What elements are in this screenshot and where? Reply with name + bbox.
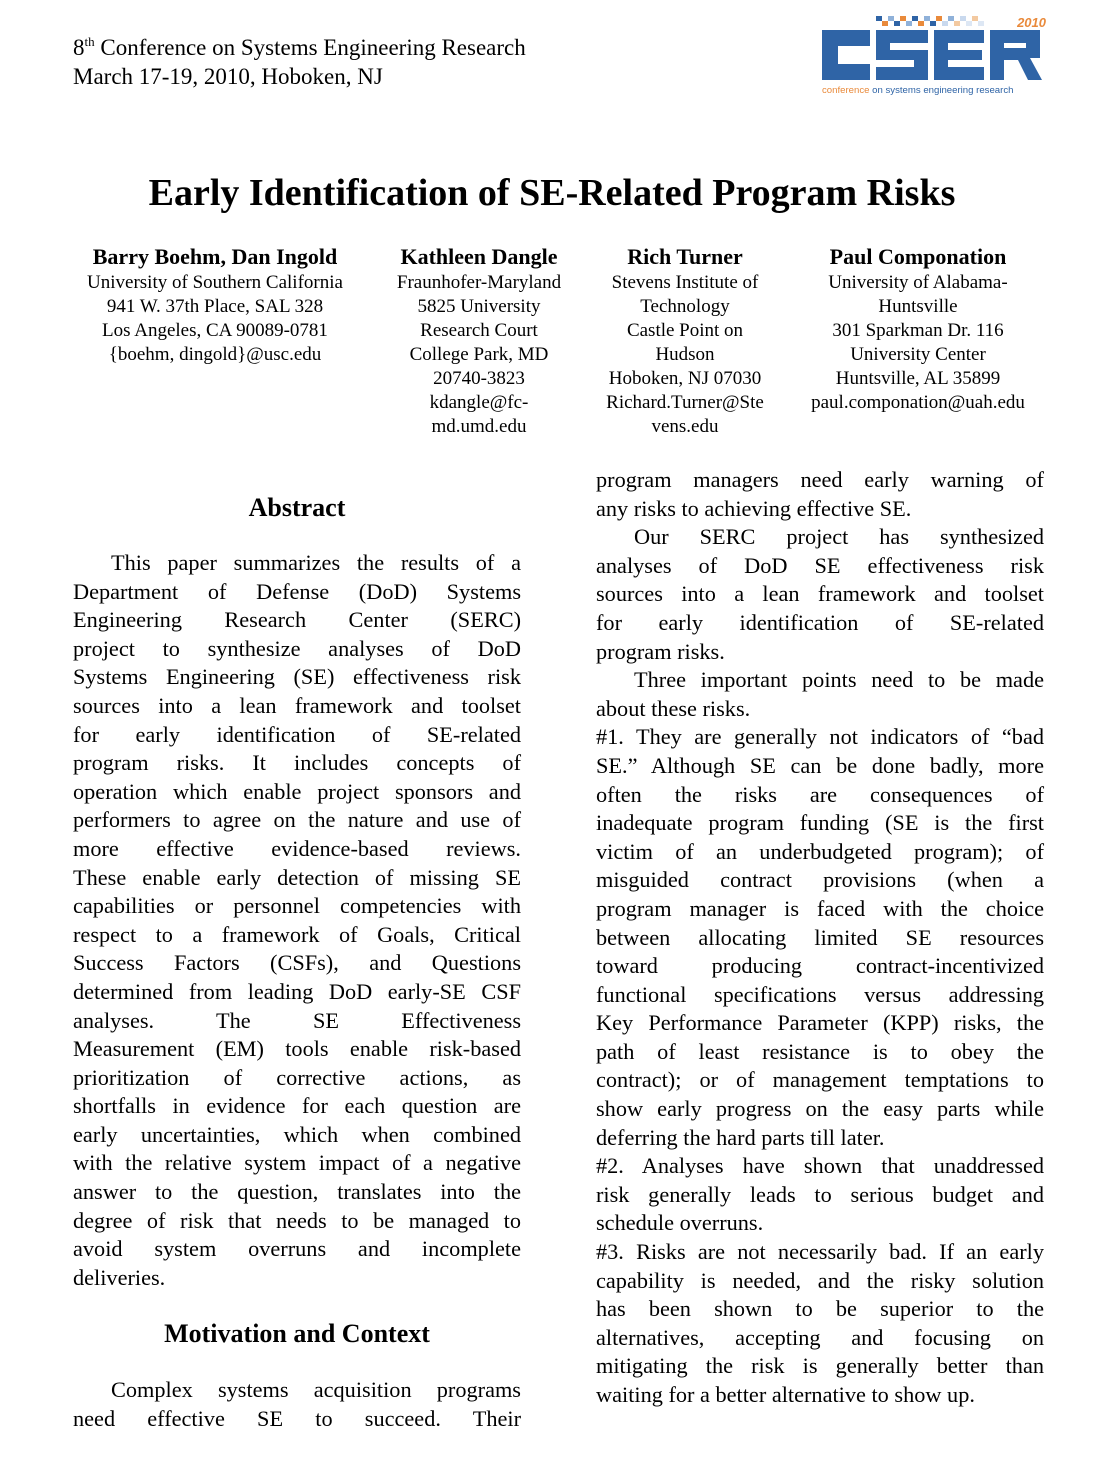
text-line: These enable early detection of missing SE xyxy=(73,864,521,890)
right-column-body xyxy=(596,466,1044,1410)
text-line: contract); or of management temptations to xyxy=(596,1067,1044,1093)
author-affiliation-line: Hudson xyxy=(655,344,715,365)
text-line: deferring the hard parts till later. xyxy=(596,1124,885,1150)
ordinal-suffix: th xyxy=(84,34,95,49)
abstract-heading: Abstract xyxy=(248,493,346,522)
text-line: Systems Engineering (SE) effectiveness risk xyxy=(73,664,521,690)
logo-year: 2010 xyxy=(1017,15,1046,30)
text-line: more effective evidence-based reviews. xyxy=(73,835,521,861)
text-line: capabilities or personnel competencies with xyxy=(73,893,521,919)
abstract-heading-wrap xyxy=(73,492,521,524)
author-affiliation-line: Huntsville xyxy=(878,296,958,317)
author-email: kdangle@fc- xyxy=(429,392,529,413)
text-line: Measurement (EM) tools enable risk-based xyxy=(73,1036,521,1062)
text-line: #2. Analyses have shown that unaddressed xyxy=(596,1153,1044,1179)
logo-mosaic xyxy=(876,16,984,26)
text-line: victim of an underbudgeted program); of xyxy=(596,838,1044,864)
author-email: {boehm, dingold}@usc.edu xyxy=(108,344,322,365)
text-line: Key Performance Parameter (KPP) risks, the xyxy=(596,1010,1044,1036)
text-line: inadequate program funding (SE is the first xyxy=(596,810,1044,836)
text-line: alternatives, accepting and focusing on xyxy=(596,1324,1044,1350)
logo-letter-s xyxy=(876,30,928,80)
text-line: Our SERC project has synthesized xyxy=(634,524,1044,550)
text-line: risk generally leads to serious budget and xyxy=(596,1181,1044,1207)
text-line: SE.” Although SE can be done badly, more xyxy=(596,752,1044,778)
author-affiliation-line: College Park, MD xyxy=(409,344,549,365)
text-line: prioritization of corrective actions, as xyxy=(73,1064,521,1090)
text-line: capability is needed, and the risky solution xyxy=(596,1267,1044,1293)
text-line: toward producing contract-incentivized xyxy=(596,953,1044,979)
author-affiliation-line: Huntsville, AL 35899 xyxy=(835,368,1001,389)
author-affiliation-line: University Center xyxy=(850,344,986,365)
text-line: path of least resistance is to obey the xyxy=(596,1038,1044,1064)
text-line: program manager is faced with the choice xyxy=(596,895,1044,921)
author-block xyxy=(794,243,1042,415)
author-affiliation-line: Technology xyxy=(640,296,730,317)
author-name: Rich Turner xyxy=(627,244,743,269)
text-line: performers to agree on the nature and use of xyxy=(73,807,521,833)
author-affiliation-line: University of Southern California xyxy=(87,272,343,293)
logo-letter-r xyxy=(990,30,1042,80)
author-affiliation-line: 5825 University xyxy=(417,296,541,317)
text-line: functional specifications versus addressing xyxy=(596,981,1044,1007)
text-line: program managers need early warning of xyxy=(596,467,1044,492)
text-line: waiting for a better alternative to show up. xyxy=(596,1382,975,1407)
motivation-heading: Motivation and Context xyxy=(164,1319,430,1348)
author-affiliation-line: 301 Sparkman Dr. 116 xyxy=(832,320,1004,341)
author-affiliation-line: Stevens Institute of xyxy=(611,272,759,293)
author-affiliation-line: Hoboken, NJ 07030 xyxy=(608,368,762,389)
author-affiliation-line: Castle Point on xyxy=(626,320,744,341)
author-block xyxy=(590,243,780,439)
conference-header xyxy=(73,33,526,91)
text-line: for early identification of SE-related xyxy=(73,721,521,747)
logo-letter-c xyxy=(822,30,870,80)
author-affiliation-line: Fraunhofer-Maryland xyxy=(396,272,562,293)
conference-dates: March 17-19, 2010, Hoboken, NJ xyxy=(73,64,383,89)
author-email: paul.componation@uah.edu xyxy=(811,392,1025,413)
author-affiliation-line: 20740-3823 xyxy=(433,368,525,389)
text-line: sources into a lean framework and toolset xyxy=(596,581,1044,607)
text-line: Success Factors (CSFs), and Questions xyxy=(73,950,521,976)
text-line: any risks to achieving effective SE. xyxy=(596,495,912,521)
text-line: Engineering Research Center (SERC) xyxy=(73,607,521,633)
conference-name-line xyxy=(73,33,526,62)
cser-logo-graphic xyxy=(818,14,1054,98)
author-name: Kathleen Dangle xyxy=(400,244,558,269)
text-line: respect to a framework of Goals, Critical xyxy=(73,921,521,947)
author-email: Richard.Turner@Ste xyxy=(606,392,764,413)
text-line: Complex systems acquisition programs xyxy=(111,1377,521,1402)
author-name: Paul Componation xyxy=(829,244,1007,269)
author-email: vens.edu xyxy=(651,416,719,437)
text-line: operation which enable project sponsors and xyxy=(73,778,521,804)
motivation-heading-wrap xyxy=(73,1318,521,1350)
author-affiliation-line: University of Alabama- xyxy=(828,272,1008,293)
author-block xyxy=(378,243,580,439)
text-line: with the relative system impact of a negative xyxy=(73,1150,521,1176)
text-line: Three important points need to be made xyxy=(634,667,1044,693)
text-line: deliveries. xyxy=(73,1264,166,1290)
logo-tagline: conference on systems engineering research xyxy=(822,85,1014,96)
text-line: avoid system overruns and incomplete xyxy=(73,1236,521,1262)
text-line: Department of Defense (DoD) Systems xyxy=(73,578,521,604)
text-line: program risks. It includes concepts of xyxy=(73,750,521,776)
text-line: shortfalls in evidence for each question are xyxy=(73,1093,521,1119)
author-name: Barry Boehm, Dan Ingold xyxy=(92,244,338,269)
text-line: #3. Risks are not necessarily bad. If an early xyxy=(596,1239,1044,1265)
conference-ordinal: 8 xyxy=(73,35,85,60)
text-line: This paper summarizes the results of a xyxy=(111,550,521,575)
text-line: often the risks are consequences of xyxy=(596,781,1044,807)
text-line: #1. They are generally not indicators of “bad xyxy=(596,724,1044,750)
abstract-body xyxy=(73,549,521,1292)
text-line: early uncertainties, which when combined xyxy=(73,1121,521,1147)
text-line: mitigating the risk is generally better than xyxy=(596,1353,1044,1379)
logo-letter-e xyxy=(934,30,984,80)
text-line: about these risks. xyxy=(596,695,751,721)
text-line: need effective SE to succeed. Their xyxy=(73,1405,521,1431)
text-line: between allocating limited SE resources xyxy=(596,924,1044,950)
author-block xyxy=(60,243,370,367)
author-email: md.umd.edu xyxy=(431,416,527,437)
text-line: degree of risk that needs to be managed to xyxy=(73,1207,521,1233)
text-line: project to synthesize analyses of DoD xyxy=(73,635,521,661)
text-line: show early progress on the easy parts while xyxy=(596,1096,1044,1122)
text-line: analyses. The SE Effectiveness xyxy=(73,1007,521,1033)
author-affiliation-line: Research Court xyxy=(420,320,538,341)
paper-title: Early Identification of SE-Related Program Risks xyxy=(148,172,956,214)
text-line: determined from leading DoD early-SE CSF xyxy=(73,978,521,1004)
cser-logo xyxy=(818,14,1054,98)
text-line: sources into a lean framework and toolset xyxy=(73,692,521,718)
text-line: for early identification of SE-related xyxy=(596,609,1044,635)
text-line: program risks. xyxy=(596,638,725,664)
text-line: schedule overruns. xyxy=(596,1210,764,1236)
author-affiliation-line: 941 W. 37th Place, SAL 328 xyxy=(106,296,324,317)
text-line: analyses of DoD SE effectiveness risk xyxy=(596,552,1044,578)
text-line: misguided contract provisions (when a xyxy=(596,867,1044,893)
motivation-body xyxy=(73,1376,521,1433)
author-affiliation-line: Los Angeles, CA 90089-0781 xyxy=(102,320,328,341)
text-line: answer to the question, translates into the xyxy=(73,1179,521,1205)
text-line: has been shown to be superior to the xyxy=(596,1296,1044,1322)
conference-name: Conference on Systems Engineering Research xyxy=(94,35,526,60)
